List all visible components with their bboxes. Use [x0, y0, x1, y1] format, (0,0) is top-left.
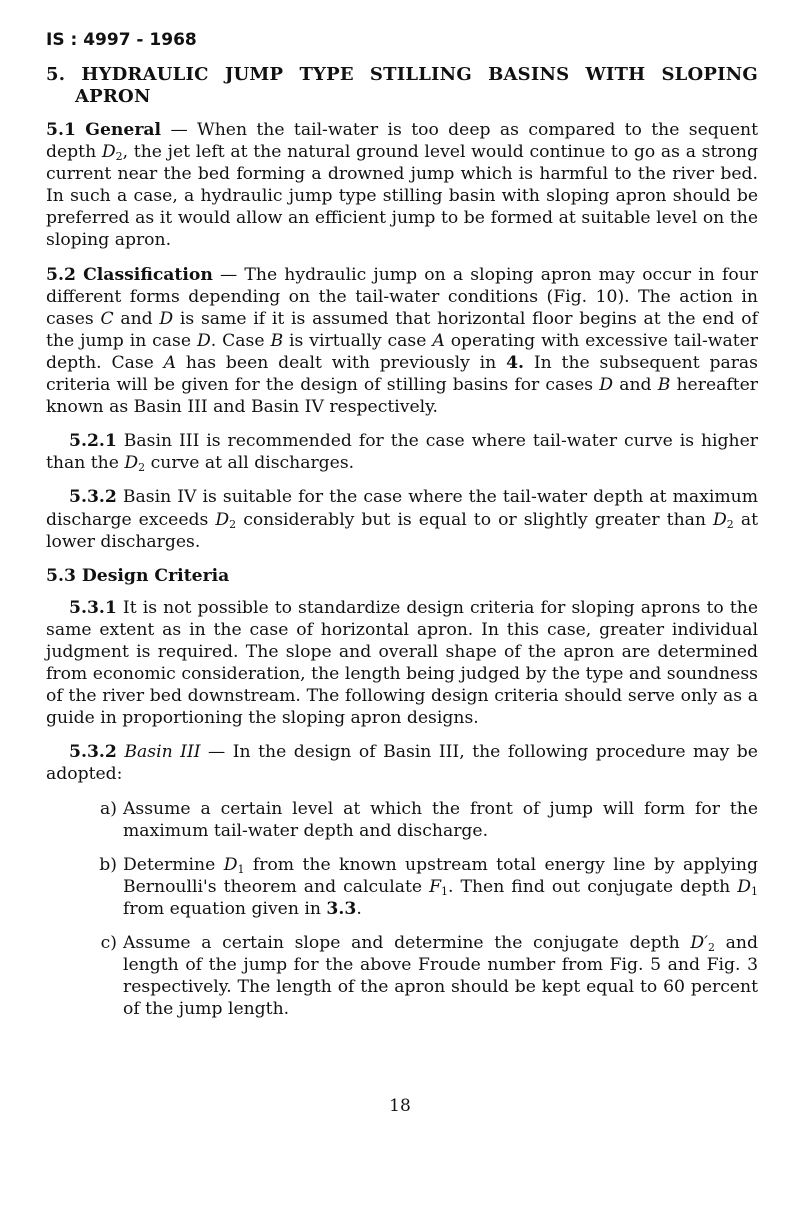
variable: D — [223, 854, 238, 875]
variable: D — [599, 375, 614, 396]
clause-number: 5.1 — [46, 120, 76, 140]
clause-reference: 4. — [506, 352, 525, 373]
variable: A — [432, 330, 445, 351]
list-item-b — [46, 854, 758, 920]
subscript: 1 — [441, 884, 448, 898]
text: Assume a certain level at which the front of jump will form for the maximum tail-water depth and discharge. — [123, 798, 758, 841]
variable: A — [163, 352, 177, 373]
list-item-c — [46, 932, 758, 1020]
text: Determine — [123, 854, 224, 875]
clause-separator: — — [161, 120, 198, 140]
variable: D — [737, 876, 751, 897]
clause-title: Classification — [83, 264, 213, 285]
text: considerably but is equal to or slightly greater than — [236, 509, 714, 530]
subscript: 2 — [708, 941, 715, 954]
text: Basin III is recommended for the case where tail-water curve is higher than the — [46, 431, 758, 474]
list-marker: b) — [99, 854, 117, 875]
subscript: 2 — [229, 517, 237, 531]
paragraph-5-2 — [46, 264, 758, 419]
text: . Then find out conjugate depth — [448, 876, 738, 897]
clause-number: 5.2.1 — [69, 431, 117, 452]
variable: B — [270, 330, 284, 351]
subscript: 2 — [726, 517, 734, 531]
text: . Case — [210, 330, 271, 351]
subscript: 1 — [237, 862, 245, 876]
variable: D — [159, 308, 174, 329]
paragraph-5-3-1 — [46, 597, 758, 730]
text: operating with excessive tail-water depth. Case — [46, 330, 758, 373]
clause-number: 5.3.1 — [69, 597, 117, 618]
clause-number: 5.2 — [46, 264, 76, 285]
variable: D — [124, 453, 139, 474]
section-heading: 5. HYDRAULIC JUMP TYPE STILLING BASINS WITH SLOPING APRON — [46, 64, 758, 107]
text: and length of the jump for the above Froude number from Fig. 5 and Fig. 3 respectively. The length of the apron should be kept equal to 60 percent of the jump length. — [123, 933, 758, 1020]
page-number: 18 — [389, 1096, 411, 1116]
clause-separator: — — [200, 742, 233, 763]
text: Basin IV is suitable for the case where the tail-water depth at maximum discharge exceeds — [46, 487, 758, 530]
variable: D — [713, 509, 727, 530]
variable: C — [100, 308, 114, 329]
variable: D — [101, 142, 116, 163]
text: from the known upstream total energy line by applying Bernoulli's theorem and calculate — [123, 854, 759, 897]
text: and — [613, 375, 658, 396]
clause-number: 5.3.2 — [69, 742, 117, 763]
list-item-text — [123, 798, 758, 842]
text: . — [356, 898, 362, 919]
list-marker: c) — [100, 933, 117, 953]
text: In the design of Basin III, the following procedure may be adopted: — [46, 742, 758, 785]
text: Assume a certain slope and determine the conjugate depth — [123, 933, 691, 953]
text: at lower discharges. — [46, 509, 758, 552]
text: from equation given in — [123, 898, 327, 919]
clause-reference: 3.3 — [326, 898, 357, 919]
text: It is not possible to standardize design criteria for sloping aprons to the same extent as in the case of horizontal apron. In this case, greater individual judgment is required. The slope and overall shape of the apron are determined from economic consideration, the length being judged by the type and soundness of the river bed downstream. The following design criteria should serve only as a guide in proportioning the sloping apron designs. — [46, 597, 758, 729]
subscript: 2 — [138, 461, 146, 475]
paragraph-5-1 — [46, 119, 758, 252]
variable: D — [215, 509, 230, 530]
text: and — [113, 308, 160, 329]
clause-separator: — — [212, 264, 245, 285]
clause-title: Basin III — [124, 742, 201, 763]
paragraph-basin-iv — [46, 486, 758, 552]
paragraph-basin-iii — [46, 741, 758, 785]
text: When the tail-water is too deep as compared to the sequent depth — [46, 120, 759, 163]
text: curve at all discharges. — [145, 453, 355, 474]
list-item-text — [123, 932, 758, 1020]
text: has been dealt with previously in — [176, 352, 507, 373]
text: is same if it is assumed that horizontal floor begins at the end of the jump in case — [46, 308, 759, 351]
subscript: 1 — [751, 884, 758, 898]
variable: B — [657, 375, 671, 396]
variable: D′ — [690, 933, 708, 953]
clause-number: 5.3 — [46, 565, 76, 586]
clause-title: Design Criteria — [81, 565, 230, 586]
subscript: 2 — [115, 150, 123, 164]
text: In the subsequent paras criteria will be given for the design of stilling basins for cases — [46, 352, 758, 396]
list-item-a — [46, 798, 758, 842]
text: , the jet left at the natural ground level would continue to go as a strong current near the bed forming a drowned jump which is harmful to the river bed. In such a case, a hydraulic jump type stilling basin with sloping apron should be preferred as it would allow an efficient jump to be formed at suitable level on the sloping apron. — [46, 142, 758, 251]
variable: F — [429, 876, 441, 897]
standard-code: IS : 4997 - 1968 — [46, 30, 197, 50]
subheading-5-3 — [46, 565, 758, 587]
page-content — [46, 64, 758, 1032]
variable: D — [196, 330, 211, 351]
paragraph-5-2-1 — [46, 430, 758, 474]
text: The hydraulic jump on a sloping apron may occur in four different forms depending on the tail-water conditions (Fig. 10). The action in cases — [46, 264, 758, 329]
list-item-text — [123, 854, 758, 920]
clause-title: General — [85, 120, 162, 140]
list-marker: a) — [100, 798, 117, 819]
text: is virtually case — [283, 330, 433, 351]
clause-number: 5.3.2 — [69, 487, 117, 508]
text: hereafter known as Basin III and Basin IV respectively. — [46, 375, 759, 418]
